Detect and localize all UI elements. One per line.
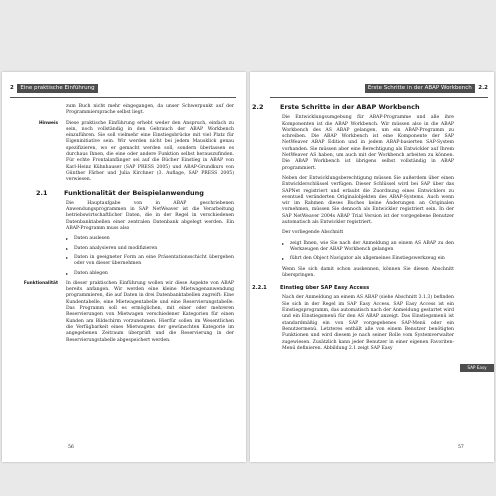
left-page-number: 56	[68, 445, 74, 450]
left-running-header	[10, 84, 236, 93]
right-header-rule	[270, 97, 488, 98]
right-section-heading	[252, 103, 454, 111]
right-section-number: 2.2	[252, 103, 264, 111]
list-item: ▸ Daten ablegen	[66, 271, 234, 277]
right-page	[250, 72, 494, 462]
right-subsection-title: Einstieg über SAP Easy Access	[280, 285, 370, 292]
right-body	[252, 103, 454, 356]
right-bullet-list	[282, 241, 454, 263]
right-paragraph-1: Die Entwicklungsumgebung für ABAP-Programme und alle ihre Komponenten ist die ABAP Workbench. Wir müssen also in die ABAP Workbench des AS ABAP gelangen, um ein ABAP-Programm zu schreiben. Die ABAP Workbench ist eine Komponente der SAP NetWeaver ABAP Edition und in jedem ABAP-basierten SAP-System vorhanden. Sie müssen aber eine Berechtigung als Entwickler auf Ihrem NetWeaver AS haben, um auch mit der Workbench arbeiten zu können. Die ABAP Workbench ist übrigens selbst vollständig in ABAP programmiert.	[282, 115, 454, 171]
left-header-rule	[10, 97, 236, 98]
sap-easy-access-margin-tab: SAP Easy Access	[460, 364, 494, 372]
left-hinweis-block	[38, 120, 234, 184]
right-paragraph-2: Neben der Entwicklungsberechtigung müssen Sie außerdem über einen Entwicklerschlüssel verfügen. Dieser Schlüssel wird bei SAP über das SAPNet registriert und erlaubt die Zuordnung eines Entwicklers zu eventuell veränderten Originalobjekten des ABAP-Systems. Auch wenn wir im Rahmen dieses Buches keine Änderungen an Originalen vornehmen, müssen Sie dennoch als Entwickler registriert sein. In der SAP NetWeaver 2004s ABAP Trial Version ist der vorgegebene Benutzer automatisch als Entwickler registriert.	[282, 175, 454, 226]
left-header-chapter-number: 2	[10, 85, 14, 91]
right-paragraph-3: Der vorliegende Abschnitt	[282, 230, 344, 236]
right-paragraph-4: Wenn Sie sich damit schon auskennen, können Sie diesen Abschnitt überspringen.	[282, 266, 454, 278]
left-paragraph-2: Diese praktische Einführung erhebt weder den Anspruch, einfach zu sein, noch vollständig in den Gebrauch der ABAP Workbench einzuführen. Sie soll vielmehr eine Einstiegsbrücke mit viel Platz für Eigeninitiative sein. Wir werden nicht bei jedem Mausklick genau spezifizieren, wo er gemacht werden soll, sondern überlassen es durchaus Ihnen, die eine oder andere Funktion selbst herauszufinden. Für echte Frontalanfänger sei auf die Bücher Einstieg in ABAP von Karl-Heinz Kühnhauser (SAP PRESS 2005) und ABAP-Grundkurs von Günther Färber und Julia Kirchner (3. Auflage, SAP PRESS 2005) verwiesen.	[66, 120, 234, 183]
list-item: ▸ Daten auslesen	[66, 236, 234, 242]
list-item: ▸ Daten in geeigneter Form an eine Präsentationsschicht übergeben oder von dieser übernehmen	[66, 255, 234, 268]
left-header-chapter-title: Eine praktische Einführung	[17, 84, 97, 93]
left-section-heading	[36, 188, 234, 197]
hinweis-margin-note: Hinweis	[38, 120, 58, 126]
right-subsection-heading	[252, 285, 454, 292]
right-header-title: Erste Schritte in der ABAP Workbench	[365, 84, 475, 93]
right-page-number: 57	[458, 445, 464, 450]
list-item: ▸ Daten analysieren und modifizieren	[66, 246, 234, 252]
right-running-header	[270, 84, 488, 93]
left-paragraph-3: Die Hauptaufgabe von in ABAP geschriebenen Anwendungsprogrammen in SAP NetWeaver ist die Verarbeitung betriebswirtschaftlicher Daten, die in der Regel in verschiedenen Datenbanktabellen einer zentralen Datenbank abgelegt werden. Ein ABAP-Programm muss also	[66, 200, 234, 232]
left-paragraph-4: In dieser praktischen Einführung wollen wir diese Aspekte von ABAP bereits anfangen. Wir werden eine kleine Mietwagenanwendung programmieren, die auf Daten in drei Datenbanktabellen zugreift: Eine Kundentabelle, eine Mietwagentabelle und eine Reservierungstabelle. Das Programm soll es ermöglichen, mit einer oder mehreren Reservierungen von Mietwagen verschiedener Kategorien für einen Kunden am Bildschirm vorzunehmen. Hierfür sollen im Wesentlichen die Verfügbarkeit eines Mietwagens der gewünschten Kategorie im angegebenen Zeitraum überprüft und die Reservierung in der Reservierungstabelle abgespeichert werden.	[66, 280, 234, 343]
right-subsection-number: 2.2.1	[252, 285, 267, 292]
right-paragraph-5: Nach der Anmeldung an einem AS ABAP (siehe Abschnitt 3.1.3) befinden Sie sich in der Regel im SAP Easy Access. SAP Easy Access ist ein Einstiegsprogramm, das automatisch nach der Anmeldung gestartet wird und ein Einstiegsmenü für den AS ABAP anzeigt. Das Einstiegsmenü ist standardmäßig ein von SAP vorgegebenes SAP-Menü oder ein Benutzermenü. Letzteres enthält alle von einem Benutzer benötigten Funktionen und wird diesem je nach seiner Rolle vom Systemverwalter zugewiesen. Zusätzlich kann jeder Benutzer in einer eigenen Favoriten-Menü definieren. Abbildung 2.1 zeigt SAP Easy	[282, 295, 454, 351]
left-bullet-list	[66, 236, 234, 276]
right-header-number: 2.2	[478, 85, 488, 91]
left-section-number: 2.1	[36, 188, 48, 197]
left-section-title: Funktionalität der Beispielanwendung	[64, 188, 204, 197]
right-section-title: Erste Schritte in der ABAP Workbench	[280, 103, 420, 111]
left-body	[23, 104, 234, 348]
list-item: ▸ führt den Object Navigator als allgemeines Einstiegswerkzeug ein	[282, 256, 454, 262]
left-paragraph-1: zum Buch nicht mehr eingegangen, da unser Schwerpunkt auf der Programmiersprache selbst liegt.	[66, 104, 234, 116]
funktionalitaet-margin-note: Funktionalität	[23, 280, 58, 286]
left-page	[2, 72, 246, 462]
list-item: ▸ zeigt Ihnen, wie Sie nach der Anmeldung an einem AS ABAP zu den Werkzeugen der ABAP Workbench gelangen	[282, 241, 454, 254]
left-funktionalitaet-block	[23, 280, 234, 344]
